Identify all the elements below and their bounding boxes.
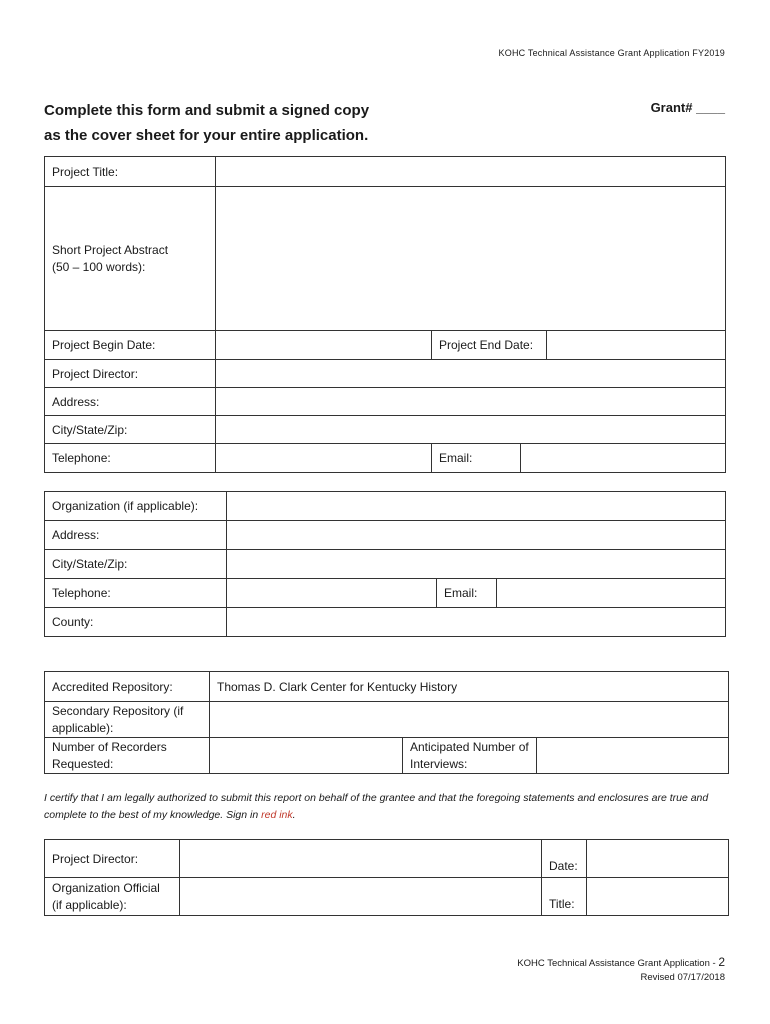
certification-statement bbox=[44, 790, 734, 824]
certification-text: I certify that I am legally authorized to submit this report on behalf of the grantee and that the foregoing statements and enclosures are true and complete to the best of my knowledge. Sign in bbox=[44, 792, 709, 821]
org-email-field[interactable] bbox=[497, 579, 726, 608]
signature-date-label: Date: bbox=[542, 840, 587, 878]
project-city-field[interactable] bbox=[216, 416, 726, 444]
footer-line-1 bbox=[517, 955, 725, 971]
organization-field[interactable] bbox=[227, 492, 726, 521]
abstract-label-line-2: (50 – 100 words): bbox=[52, 259, 146, 274]
org-city-label: City/State/Zip: bbox=[45, 550, 227, 579]
project-title-label: Project Title: bbox=[45, 157, 216, 187]
project-email-field[interactable] bbox=[521, 444, 726, 473]
project-title-field[interactable] bbox=[216, 157, 726, 187]
org-address-field[interactable] bbox=[227, 521, 726, 550]
org-city-field[interactable] bbox=[227, 550, 726, 579]
director-signature-label: Project Director: bbox=[45, 840, 180, 878]
recorders-requested-label: Number of Recorders Requested: bbox=[45, 738, 210, 774]
director-signature-field[interactable] bbox=[180, 840, 542, 878]
official-signature-field[interactable] bbox=[180, 878, 542, 916]
secondary-repository-label: Secondary Repository (if applicable): bbox=[45, 702, 210, 738]
signature-table bbox=[44, 839, 729, 916]
project-abstract-field[interactable] bbox=[216, 187, 726, 331]
accredited-repository-label: Accredited Repository: bbox=[45, 672, 210, 702]
project-end-date-field[interactable] bbox=[547, 331, 726, 360]
page-footer bbox=[517, 955, 725, 985]
project-address-label: Address: bbox=[45, 388, 216, 416]
project-email-label: Email: bbox=[432, 444, 521, 473]
project-telephone-field[interactable] bbox=[216, 444, 432, 473]
project-begin-date-field[interactable] bbox=[216, 331, 432, 360]
certification-end: . bbox=[292, 809, 296, 821]
page-number: 2 bbox=[718, 955, 725, 969]
grant-number-label: Grant# ____ bbox=[650, 100, 725, 115]
secondary-repository-field[interactable] bbox=[210, 702, 729, 738]
org-email-label: Email: bbox=[437, 579, 497, 608]
project-director-field[interactable] bbox=[216, 360, 726, 388]
county-label: County: bbox=[45, 608, 227, 637]
anticipated-interviews-field[interactable] bbox=[537, 738, 729, 774]
repository-table bbox=[44, 671, 729, 774]
project-begin-date-label: Project Begin Date: bbox=[45, 331, 216, 360]
instructions-line-1: Complete this form and submit a signed copy bbox=[44, 102, 370, 119]
anticipated-interviews-label: Anticipated Number of Interviews: bbox=[403, 738, 537, 774]
footer-title: KOHC Technical Assistance Grant Application - bbox=[517, 958, 719, 969]
org-telephone-field[interactable] bbox=[227, 579, 437, 608]
abstract-label-line-1: Short Project Abstract bbox=[52, 242, 169, 257]
project-abstract-label bbox=[45, 187, 216, 331]
recorders-requested-field[interactable] bbox=[210, 738, 403, 774]
organization-info-table bbox=[44, 491, 726, 637]
county-field[interactable] bbox=[227, 608, 726, 637]
organization-label: Organization (if applicable): bbox=[45, 492, 227, 521]
revised-date: Revised 07/17/2018 bbox=[640, 972, 725, 983]
project-city-label: City/State/Zip: bbox=[45, 416, 216, 444]
org-telephone-label: Telephone: bbox=[45, 579, 227, 608]
org-address-label: Address: bbox=[45, 521, 227, 550]
official-title-field[interactable] bbox=[587, 878, 729, 916]
signature-date-field[interactable] bbox=[587, 840, 729, 878]
project-director-label: Project Director: bbox=[45, 360, 216, 388]
page-header: KOHC Technical Assistance Grant Application FY2019 bbox=[498, 48, 725, 58]
project-end-date-label: Project End Date: bbox=[432, 331, 547, 360]
accredited-repository-value[interactable]: Thomas D. Clark Center for Kentucky History bbox=[210, 672, 729, 702]
project-telephone-label: Telephone: bbox=[45, 444, 216, 473]
project-info-table bbox=[44, 156, 726, 473]
form-instructions bbox=[44, 98, 369, 148]
project-address-field[interactable] bbox=[216, 388, 726, 416]
instructions-line-2: as the cover sheet for your entire application. bbox=[44, 127, 369, 144]
official-signature-label: Organization Official (if applicable): bbox=[45, 878, 180, 916]
official-title-label: Title: bbox=[542, 878, 587, 916]
red-ink-text: red ink bbox=[261, 809, 293, 821]
